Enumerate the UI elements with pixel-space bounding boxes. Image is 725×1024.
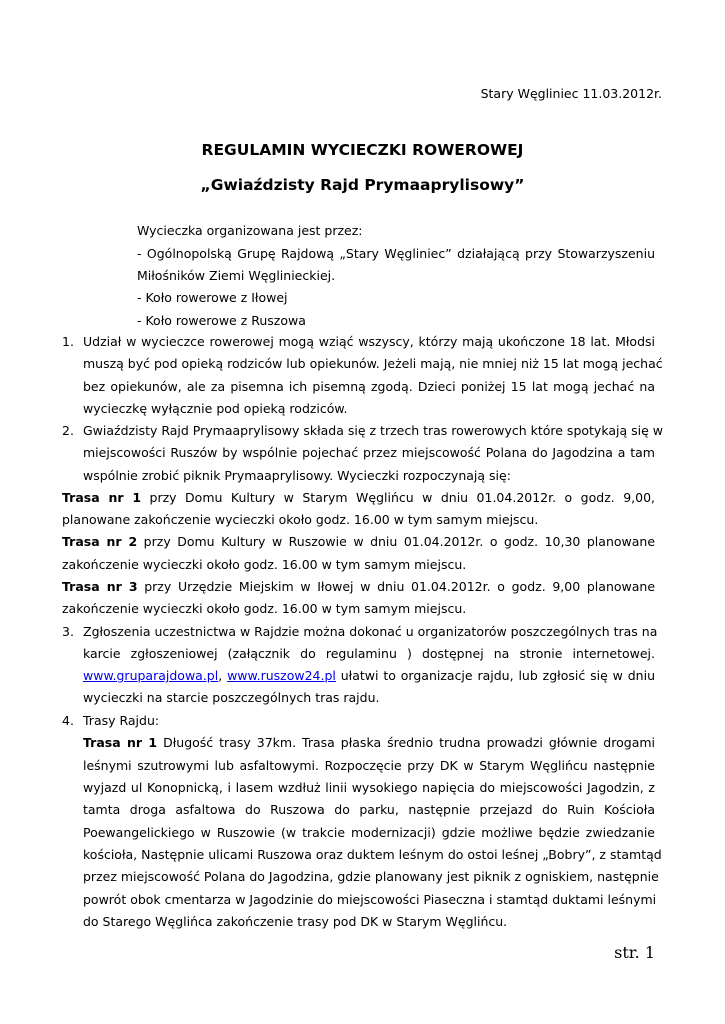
route-line: Trasa nr 1 przy Domu Kultury w Starym Węglińcu w dniu 01.04.2012r. o godz. 9,00, xyxy=(62,490,655,505)
document-date: Stary Węgliniec 11.03.2012r. xyxy=(480,86,662,101)
paragraph-line: Trasy Rajdu: xyxy=(83,713,160,728)
route-line: zakończenie wycieczki około godz. 16.00 w tym samym miejscu. xyxy=(62,601,467,616)
document-subtitle: „Gwiaździsty Rajd Prymaaprylisowy” xyxy=(200,176,525,194)
ruszow24-link[interactable]: www.ruszow24.pl xyxy=(227,668,336,683)
paragraph-line: bez opiekunów, ale za pisemna ich pisemną zgodą. Dzieci poniżej 15 lat mogą jechać na xyxy=(83,379,655,394)
gruparajdowa-link[interactable]: www.gruparajdowa.pl xyxy=(83,668,219,683)
paragraph-line: miejscowości Ruszów by wspólnie pojechać przez miejscowość Polana do Jagodzina a tam xyxy=(83,445,655,460)
paragraph-line: Trasa nr 1 Długość trasy 37km. Trasa płaska średnio trudna prowadzi głównie drogami xyxy=(83,735,656,750)
paragraph-line: leśnymi szutrowymi lub asfaltowymi. Rozpoczęcie przy DK w Starym Węglińcu następnie xyxy=(83,758,655,773)
list-number: 3. xyxy=(62,624,74,639)
document-title: REGULAMIN WYCIECZKI ROWEROWEJ xyxy=(201,141,524,159)
intro-line: - Koło rowerowe z Ruszowa xyxy=(137,313,306,328)
paragraph-line: muszą być pod opieką rodziców lub opiekunów. Jeżeli mają, nie mniej niż 15 lat mogą jechać xyxy=(83,356,663,371)
paragraph-line: karcie zgłoszeniowej (załącznik do regulaminu ) dostępnej na stronie internetowej. xyxy=(83,646,655,661)
paragraph-line: www.gruparajdowa.pl, www.ruszow24.pl ułatwi to organizacje rajdu, lub zgłosić się w dniu xyxy=(83,668,655,683)
paragraph-line: wycieczki na starcie poszczególnych tras rajdu. xyxy=(83,690,380,705)
page-number: str. 1 xyxy=(614,943,655,962)
paragraph-line: przez miejscowość Polana do Jagodzina, gdzie planowany jest piknik z ogniskiem, następnie xyxy=(83,869,659,884)
paragraph-line: wspólnie zrobić piknik Prymaaprylisowy. Wycieczki rozpoczynają się: xyxy=(83,468,511,483)
paragraph-line: wyjazd ul Konopnicką, i lasem wzdłuż linii wysokiego napięcia do miejscowości Jagodzin, z xyxy=(83,780,655,795)
route-label: Trasa nr 1 xyxy=(83,735,158,750)
route-line: Trasa nr 3 przy Urzędzie Miejskim w Iłowej w dniu 01.04.2012r. o godz. 9,00 planowane xyxy=(62,579,656,594)
paragraph-line: Zgłoszenia uczestnictwa w Rajdzie można dokonać u organizatorów poszczególnych tras na xyxy=(83,624,658,639)
list-number: 4. xyxy=(62,713,74,728)
paragraph-line: do Starego Węglińca zakończenie trasy pod DK w Starym Węglińcu. xyxy=(83,914,508,929)
paragraph-line: Udział w wycieczce rowerowej mogą wziąć wszyscy, którzy mają ukończone 18 lat. Młodsi xyxy=(83,334,655,349)
route-line: planowane zakończenie wycieczki około godz. 16.00 w tym samym miejscu. xyxy=(62,512,539,527)
route-label: Trasa nr 3 xyxy=(62,579,138,594)
paragraph-line: Poewangelickiego w Ruszowie (w trakcie modernizacji) gdzie możliwe będzie zwiedzanie xyxy=(83,825,655,840)
intro-line: - Ogólnopolską Grupę Rajdową „Stary Węgliniec” działającą przy Stowarzyszeniu xyxy=(137,246,655,261)
paragraph-line: kościoła, Następnie ulicami Ruszowa oraz duktem leśnym do ostoi leśnej „Bobry”, z stamtąd xyxy=(83,847,662,862)
route-label: Trasa nr 2 xyxy=(62,534,138,549)
paragraph-line: wycieczkę wyłącznie pod opieką rodziców. xyxy=(83,401,348,416)
intro-line: Miłośników Ziemi Węglinieckiej. xyxy=(137,268,336,283)
intro-line: - Koło rowerowe z Iłowej xyxy=(137,290,288,305)
paragraph-line: tamta droga asfaltowa do Ruszowa do parku, następnie przejazd do Ruin Kościoła xyxy=(83,802,655,817)
list-number: 2. xyxy=(62,423,74,438)
route-line: Trasa nr 2 przy Domu Kultury w Ruszowie w dniu 01.04.2012r. o godz. 10,30 planowane xyxy=(62,534,656,549)
intro-line: Wycieczka organizowana jest przez: xyxy=(137,223,363,238)
paragraph-line: powrót obok cmentarza w Jagodzinie do miejscowości Piaseczna i stamtąd duktami leśnymi xyxy=(83,892,657,907)
paragraph-line: Gwiaździsty Rajd Prymaaprylisowy składa się z trzech tras rowerowych które spotykają się w xyxy=(83,423,663,438)
list-number: 1. xyxy=(62,334,74,349)
route-label: Trasa nr 1 xyxy=(62,490,142,505)
route-line: zakończenie wycieczki około godz. 16.00 w tym samym miejscu. xyxy=(62,557,467,572)
